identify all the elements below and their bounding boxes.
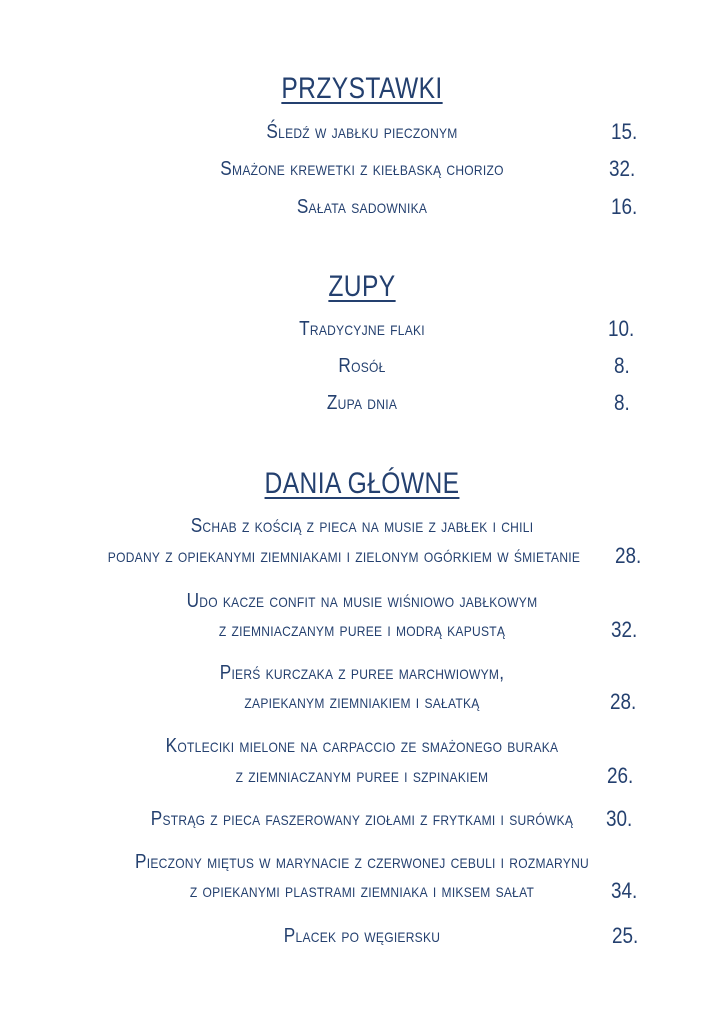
menu-item-price: 30. bbox=[606, 806, 633, 831]
menu-item-price: 28. bbox=[610, 689, 637, 714]
section-title-dania-glowne: DANIA GŁÓWNE bbox=[264, 467, 460, 500]
menu-item-price: 16. bbox=[611, 194, 638, 219]
menu-item-name: Smażone krewetki z kiełbaską chorizo bbox=[220, 158, 504, 180]
menu-item-description: z ziemniaczanym puree i szpinakiem bbox=[235, 765, 489, 787]
menu-item-description: podany z opiekanymi ziemniakami i zielonym ogórkiem w śmietanie bbox=[107, 545, 581, 567]
menu-item-price: 25. bbox=[612, 923, 639, 948]
section-title-zupy: ZUPY bbox=[328, 270, 396, 303]
menu-item-name: Pieczony miętus w marynacie z czerwonej cebuli i rozmarynu bbox=[135, 851, 589, 873]
menu-item-price: 15. bbox=[611, 119, 638, 144]
menu-item-name: Udo kacze confit na musie wiśniowo jabłkowym bbox=[186, 590, 538, 612]
menu-item-price: 10. bbox=[608, 316, 635, 341]
menu-item-name: Schab z kością z pieca na musie z jabłek i chili bbox=[190, 515, 534, 537]
menu-item-name: Rosół bbox=[338, 355, 386, 377]
menu-item-price: 32. bbox=[609, 156, 636, 181]
menu-item-description: z opiekanymi plastrami ziemniaka i miksem sałat bbox=[189, 880, 535, 902]
menu-item-name: Sałata sadownika bbox=[296, 196, 428, 218]
menu-item-name: Pierś kurczaka z puree marchwiowym, bbox=[219, 662, 505, 684]
section-title-przystawki: PRZYSTAWKI bbox=[281, 72, 443, 105]
menu-item-description: z ziemniaczanym puree i modrą kapustą bbox=[218, 619, 506, 641]
menu-item-price: 8. bbox=[614, 390, 630, 415]
menu-item-description: zapiekanym ziemniakiem i sałatką bbox=[244, 691, 480, 713]
menu-item-name: Tradycyjne flaki bbox=[299, 318, 425, 340]
menu-item-name: Zupa dnia bbox=[326, 392, 398, 414]
menu-item-name: Pstrąg z pieca faszerowany ziołami z frytkami i surówką bbox=[150, 808, 574, 830]
menu-item-name: Kotleciki mielone na carpaccio ze smażonego buraka bbox=[165, 735, 559, 757]
menu-item-price: 32. bbox=[611, 617, 638, 642]
menu-item-name: Śledź w jabłku pieczonym bbox=[266, 121, 458, 143]
menu-item-name: Placek po węgiersku bbox=[283, 925, 441, 947]
menu-item-price: 8. bbox=[614, 353, 630, 378]
menu-item-price: 34. bbox=[611, 878, 638, 903]
menu-item-price: 26. bbox=[607, 763, 634, 788]
menu-item-price: 28. bbox=[615, 543, 642, 568]
